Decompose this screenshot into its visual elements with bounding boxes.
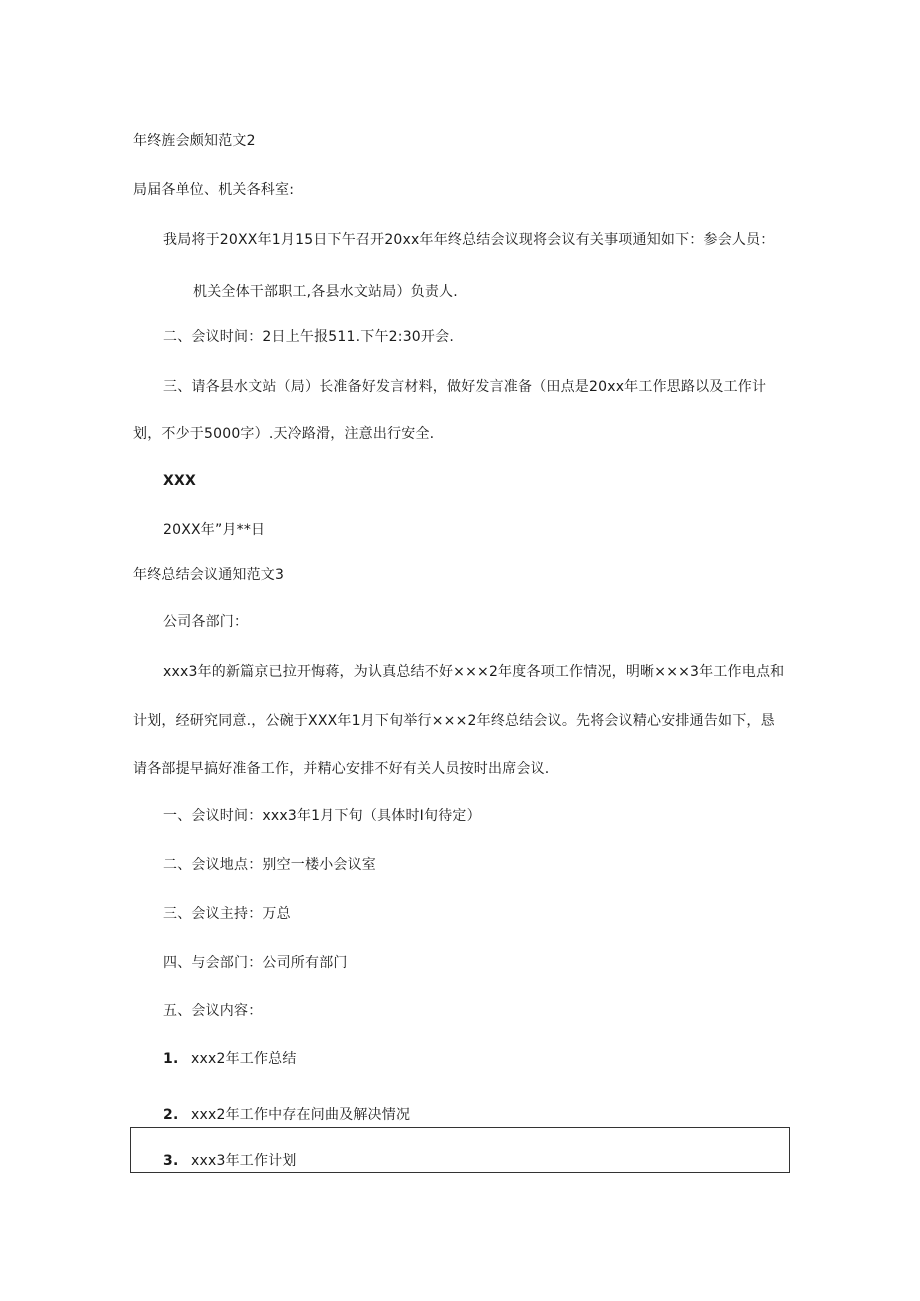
doc2-attendees: 机关全体干部职工,各县水文站局）负责人. [193, 284, 458, 300]
doc3-item-location: 二、会议地点：别空一楼小会议室 [163, 857, 376, 873]
doc3-salutation: 公司各部门： [163, 614, 249, 630]
doc3-item-host: 三、会议主持：万总 [163, 906, 291, 922]
doc2-title: 年终旌会颇知范文2 [133, 133, 256, 149]
doc3-sub-item [163, 1049, 297, 1069]
sub-item-number: 3. [163, 1153, 179, 1169]
doc2-salutation: 局届各单位、机关各科室: [133, 182, 295, 198]
sub-item-number: 1. [163, 1051, 179, 1067]
doc3-paragraph-line3: 请各部提早搞好准备工作，并精心安排不好有关人员按时出席会议. [133, 761, 550, 777]
sub-item-text: xxx2年工作中存在问曲及解决情况 [191, 1107, 411, 1123]
doc3-item-time: 一、会议时间：xxx3年1月下旬（具体时I旬待定） [163, 808, 481, 824]
sub-item-text: xxx2年工作总结 [191, 1051, 297, 1067]
doc2-item-preparation-line2: 划，不少于5000字）.天冷路滑，注意出行安全. [133, 426, 435, 442]
doc3-title: 年终总结会议通知范文3 [133, 567, 285, 583]
sub-item-text: xxx3年工作计划 [191, 1153, 297, 1169]
doc2-intro: 我局将于20XX年1月15日下午召开20xx年年终总结会议现将会议有关事项通知如下：参会人员： [163, 232, 775, 248]
doc3-sub-item [163, 1105, 410, 1125]
doc2-signer: XXX [163, 473, 196, 489]
sub-item-number: 2. [163, 1107, 179, 1123]
doc2-item-preparation-line1: 三、请各县水文站（局）长准备好发言材料，做好发言准备（田点是20xx年工作思路以及工作计 [163, 379, 767, 395]
doc3-sub-item [163, 1151, 297, 1171]
doc3-paragraph-line2: 计划，经研究同意.，公碗于XXX年1月下旬举行×××2年终总结会议。先将会议精心安排通告如下，恳 [133, 713, 775, 729]
doc3-item-content: 五、会议内容： [163, 1003, 263, 1019]
doc2-date: 20XX年”月**日 [163, 522, 266, 538]
doc3-paragraph-line1: xxx3年的新篇京已拉开悔蒋，为认真总结不好×××2年度各项工作情况，明晰×××3年工作电点和 [163, 664, 785, 680]
doc2-item-time: 二、会议时间：2日上午报511.下午2:30开会. [163, 329, 454, 345]
doc3-item-departments: 四、与会部门：公司所有部门 [163, 955, 348, 971]
